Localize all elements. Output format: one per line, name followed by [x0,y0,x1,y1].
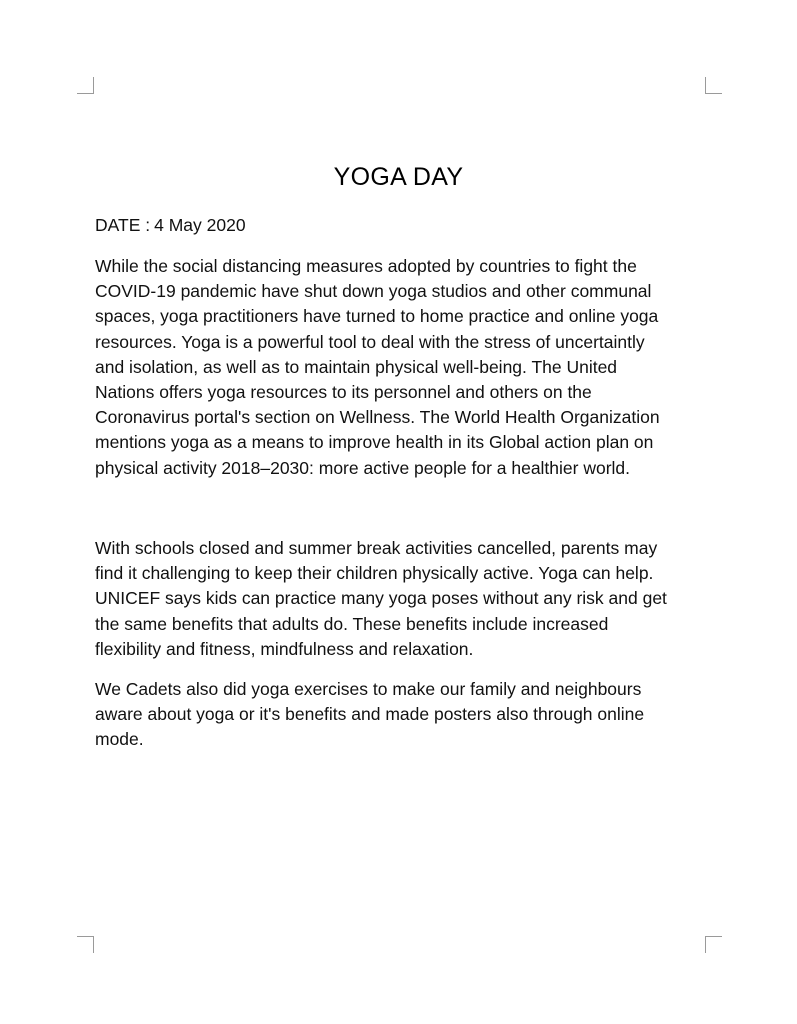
paragraph-line: Nations offers yoga resources to its personnel and others on the [95,382,592,403]
paragraph-line: find it challenging to keep their children physically active. Yoga can help. [95,563,654,584]
paragraph-cadets [95,677,707,753]
paragraph-line: While the social distancing measures adopted by countries to fight the [95,256,637,276]
paragraph-line: physical activity 2018–2030: more active people for a healthier world. [95,457,631,478]
document-title: YOGA DAY [333,163,464,191]
margin-mark-top-right [705,77,722,94]
paragraph-line: Coronavirus portal's section on Wellness. The World Health Organization [95,407,660,428]
paragraph-line: flexibility and fitness, mindfulness and relaxation. [95,638,474,659]
paragraph-line: aware about yoga or it's benefits and made posters also through online [95,704,645,725]
margin-mark-bottom-right [705,936,722,953]
margin-mark-bottom-left [77,936,94,953]
paragraph-children-yoga [95,536,707,662]
margin-mark-top-left [77,77,94,94]
paragraph-line: the same benefits that adults do. These benefits include increased [95,613,609,634]
paragraph-line: mentions yoga as a means to improve health in its Global action plan on [95,432,654,453]
paragraph-line: With schools closed and summer break activities cancelled, parents may [95,538,658,558]
paragraph-line: resources. Yoga is a powerful tool to deal with the stress of uncertaintly [95,331,645,352]
paragraph-line: mode. [95,729,144,750]
paragraph-line: spaces, yoga practitioners have turned to home practice and online yoga [95,306,659,327]
document-date [95,215,246,236]
date-label: DATE : [95,215,151,235]
paragraph-line: COVID-19 pandemic have shut down yoga studios and other communal [95,281,652,302]
paragraph-line: UNICEF says kids can practice many yoga poses without any risk and get [95,588,667,609]
paragraph-covid-yoga [95,254,707,481]
paragraph-line: We Cadets also did yoga exercises to make our family and neighbours [95,679,642,699]
paragraph-line: and isolation, as well as to maintain physical well-being. The United [95,356,618,377]
date-value: 4 May 2020 [154,215,246,235]
